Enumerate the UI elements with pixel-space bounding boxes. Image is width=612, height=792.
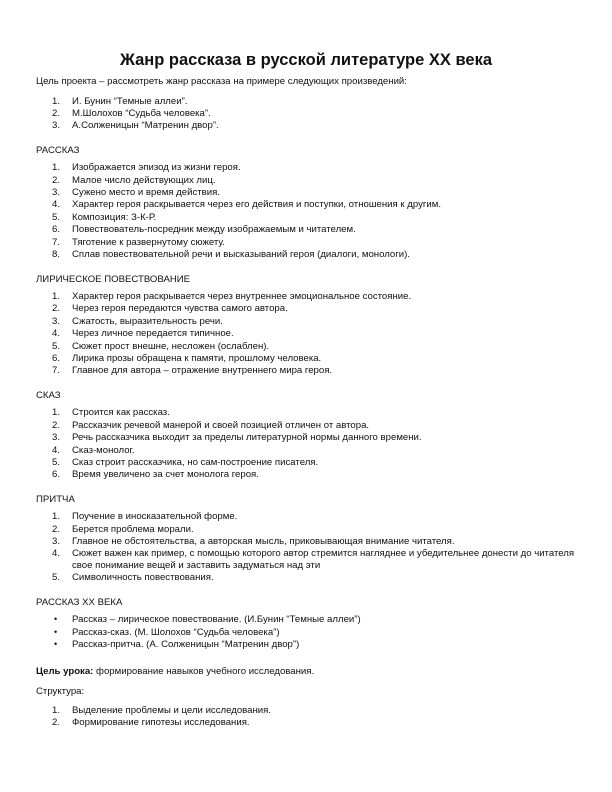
- section-item-text: Сказ строит рассказчика, но сам-построение писателя.: [72, 456, 319, 468]
- lesson-goal-label: Цель урока:: [36, 665, 94, 677]
- document-title: Жанр рассказа в русской литературе XX века: [119, 51, 493, 69]
- section-item-text: Берется проблема морали.: [72, 523, 194, 535]
- project-goal-text: Цель проекта – рассмотреть жанр рассказа на примере следующих произведений:: [36, 76, 407, 87]
- document-body: [36, 76, 586, 729]
- section-item: [36, 249, 586, 261]
- structure-item-text: Формирование гипотезы исследования.: [72, 717, 250, 729]
- section-heading: ЛИРИЧЕСКОЕ ПОВЕСТВОВАНИЕ: [36, 273, 191, 285]
- structure-list: [36, 705, 586, 729]
- section-item-text: Сужено место и время действия.: [72, 187, 220, 199]
- genre-section: [36, 390, 586, 481]
- list-number: 6.: [52, 469, 61, 481]
- century-item: [36, 639, 586, 651]
- list-number: 4.: [52, 444, 61, 456]
- section-heading: РАССКАЗ: [36, 144, 80, 156]
- list-number: 7.: [52, 236, 61, 248]
- section-item-text: Лирика прозы обращена к памяти, прошлому человека.: [72, 352, 322, 364]
- section-item-text: Время увеличено за счет монолога героя.: [72, 469, 259, 481]
- section-item-text: Композиция: З-К-Р.: [72, 211, 157, 223]
- section-item-text: Малое число действующих лиц.: [72, 174, 216, 186]
- section-item-text: Повествователь-посредник между изображаемым и читателем.: [72, 224, 356, 236]
- structure-item: [36, 705, 586, 717]
- section-item: [36, 353, 586, 365]
- section-item: [36, 457, 586, 469]
- work-item: [36, 120, 586, 132]
- century-item-text: Рассказ-притча. (А. Солженицын “Матренин двор”): [72, 639, 300, 651]
- section-item-text: Сжатость, выразительность речи.: [72, 315, 223, 327]
- century-bullet-list: [36, 614, 586, 650]
- list-number: 5.: [52, 456, 61, 468]
- genre-sections: [36, 145, 586, 584]
- section-item-text: Сюжет прост внешне, несложен (ослаблен).: [72, 340, 270, 352]
- genre-section: [36, 145, 586, 261]
- section-item-text: Тяготение к развернутому сюжету.: [72, 236, 225, 248]
- works-list: [36, 96, 586, 132]
- list-number: 4.: [52, 199, 61, 211]
- genre-section: [36, 494, 586, 584]
- list-number: 1.: [52, 95, 61, 107]
- list-number: 1.: [52, 407, 61, 419]
- bullet-icon: •: [54, 614, 58, 625]
- section-item: [36, 432, 586, 444]
- section-item: [36, 548, 586, 571]
- list-number: 2.: [52, 523, 61, 535]
- structure-item-text: Выделение проблемы и цели исследования.: [72, 704, 272, 716]
- list-number: 1.: [52, 162, 61, 174]
- section-item-text: Сказ-монолог.: [72, 444, 135, 456]
- section-item: [36, 469, 586, 481]
- century-heading: РАССКАЗ XX ВЕКА: [36, 596, 123, 608]
- list-number: 3.: [52, 187, 61, 199]
- section-list: [36, 511, 586, 584]
- work-item-text: И. Бунин “Темные аллеи”.: [72, 95, 188, 107]
- list-number: 8.: [52, 249, 61, 261]
- section-item: [36, 237, 586, 249]
- list-number: 1.: [52, 511, 61, 523]
- section-item: [36, 316, 586, 328]
- section-item: [36, 162, 586, 174]
- bullet-icon: •: [54, 626, 58, 637]
- century-item: [36, 614, 586, 626]
- section-list: [36, 162, 586, 260]
- list-number: 4.: [52, 328, 61, 340]
- section-item-text: Характер героя раскрывается через его действия и поступки, отношения к другим.: [72, 199, 441, 211]
- list-number: 3.: [52, 432, 61, 444]
- section-heading: ПРИТЧА: [36, 493, 75, 505]
- section-item: [36, 445, 586, 457]
- list-number: 1.: [52, 291, 61, 303]
- work-item-text: А.Солженицын “Матренин двор”.: [72, 120, 219, 132]
- section-item-text: Характер героя раскрывается через внутреннее эмоциональное состояние.: [72, 291, 412, 303]
- section-item-text: Сплав повествовательной речи и высказываний героя (диалоги, монологи).: [72, 249, 410, 261]
- lesson-goal-text: формирование навыков учебного исследования.: [93, 665, 315, 677]
- list-number: 7.: [52, 365, 61, 377]
- list-number: 6.: [52, 224, 61, 236]
- list-number: 2.: [52, 717, 61, 729]
- section-item-text: Поучение в иносказательной форме.: [72, 511, 238, 523]
- bullet-icon: •: [54, 639, 58, 650]
- work-item: [36, 96, 586, 108]
- list-number: 2.: [52, 107, 61, 119]
- century-item-text: Рассказ – лирическое повествование. (И.Бунин “Темные аллеи”): [72, 614, 361, 626]
- section-item: [36, 365, 586, 377]
- section-heading: СКАЗ: [36, 389, 61, 401]
- lesson-goal: [36, 666, 586, 678]
- section-item: [36, 199, 586, 211]
- section-item: [36, 407, 586, 419]
- list-number: 2.: [52, 174, 61, 186]
- section-item: [36, 420, 586, 432]
- structure-heading: Структура:: [36, 686, 85, 698]
- section-item: [36, 524, 586, 536]
- section-item: [36, 224, 586, 236]
- structure-item: [36, 717, 586, 729]
- section-item: [36, 341, 586, 353]
- work-item-text: М.Шолохов “Судьба человека”.: [72, 107, 211, 119]
- list-number: 3.: [52, 120, 61, 132]
- section-item: [36, 536, 586, 548]
- section-item-text: Изображается эпизод из жизни героя.: [72, 162, 241, 174]
- section-item-text: Речь рассказчика выходит за пределы литературной нормы данного времени.: [72, 432, 422, 444]
- section-item: [36, 303, 586, 315]
- list-number: 4.: [52, 548, 61, 560]
- list-number: 5.: [52, 340, 61, 352]
- section-item-text: Через героя передаются чувства самого автора.: [72, 303, 288, 315]
- section-item-text: Главное не обстоятельства, а авторская мысль, приковывающая внимание читателя.: [72, 536, 455, 548]
- section-item: [36, 572, 586, 584]
- list-number: 3.: [52, 315, 61, 327]
- list-number: 5.: [52, 211, 61, 223]
- list-number: 1.: [52, 704, 61, 716]
- section-item: [36, 511, 586, 523]
- section-item-text: Через личное передается типичное.: [72, 328, 234, 340]
- century-item: [36, 627, 586, 639]
- section-item: [36, 175, 586, 187]
- century-item-text: Рассказ-сказ. (М. Шолохов “Судьба человека”): [72, 626, 280, 638]
- section-list: [36, 407, 586, 480]
- section-item-text: Рассказчик речевой манерой и своей позицией отличен от автора.: [72, 419, 370, 431]
- list-number: 5.: [52, 572, 61, 584]
- section-list: [36, 291, 586, 377]
- section-item-text: Сюжет важен как пример, с помощью которого автор стремится нагляднее и убедительнее донести до читателя свое понимание вещей и заставить задуматься над эти: [72, 548, 575, 571]
- section-item: [36, 291, 586, 303]
- section-item: [36, 328, 586, 340]
- section-item: [36, 187, 586, 199]
- section-item: [36, 212, 586, 224]
- genre-section: [36, 274, 586, 377]
- list-number: 3.: [52, 536, 61, 548]
- section-item-text: Главное для автора – отражение внутреннего мира героя.: [72, 365, 333, 377]
- list-number: 2.: [52, 419, 61, 431]
- list-number: 6.: [52, 352, 61, 364]
- work-item: [36, 108, 586, 120]
- list-number: 2.: [52, 303, 61, 315]
- section-item-text: Строится как рассказ.: [72, 407, 170, 419]
- section-item-text: Символичность повествования.: [72, 572, 214, 584]
